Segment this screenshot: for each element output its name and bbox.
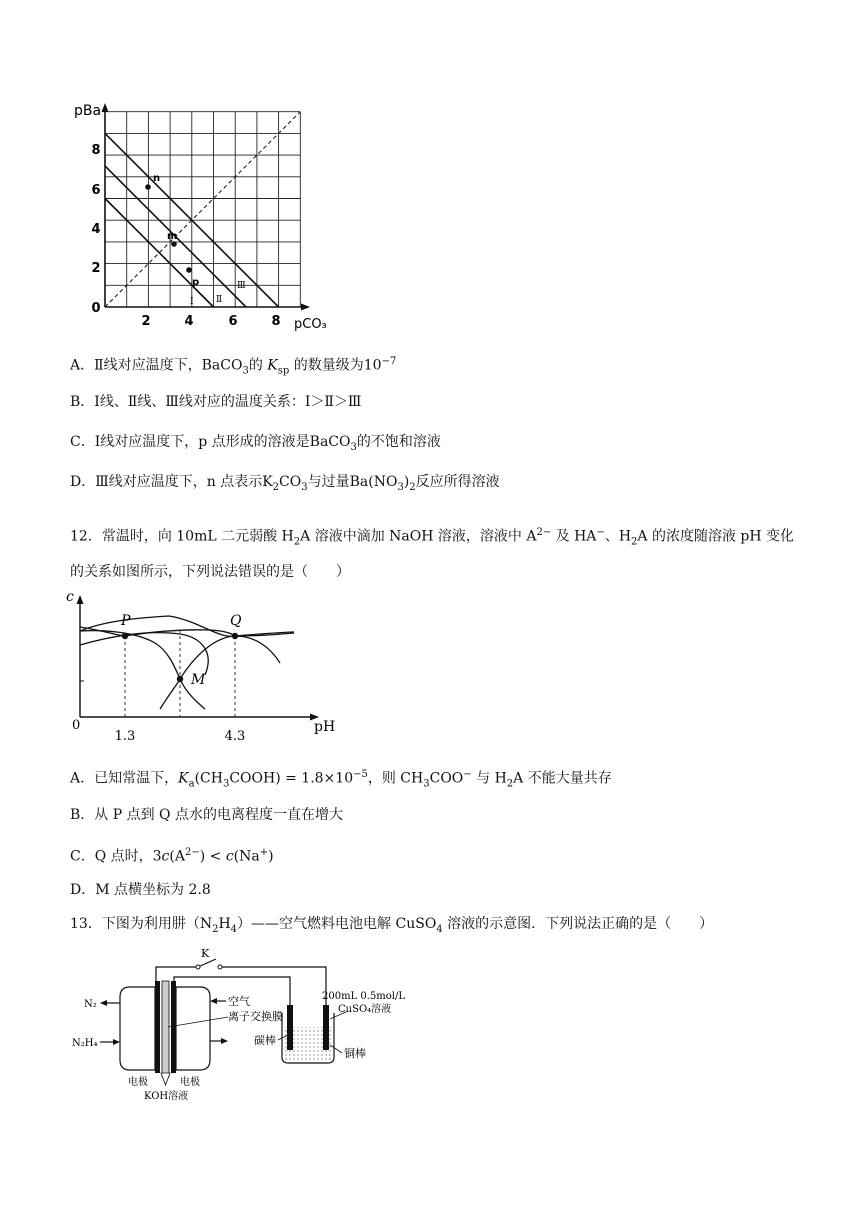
fig1-x-tick-6: 6 (228, 314, 238, 329)
q11-option-b: B．Ⅰ线、Ⅱ线、Ⅲ线对应的温度关系：Ⅰ＞Ⅱ＞Ⅲ (70, 394, 362, 410)
fig1-y-tick-8: 8 (91, 143, 101, 158)
fig3-solution-label-2: CuSO₄溶液 (338, 1004, 392, 1015)
fig1-line-label-2: Ⅱ (216, 295, 223, 305)
fig3-carbon-label: 碳棒 (254, 1034, 276, 1047)
fig1-x-axis-label: pCO₃ (294, 317, 327, 332)
q12-stem: 12．常温时，向 10mL 二元弱酸 $H_2A$ 溶液中滴加 NaOH 溶液，溶液中 $A^{2-}$ 及 HA−、$H_2A$ 的浓度随溶液 pH 变化的关系如图所示，下列说法错误的是（ ） (70, 527, 795, 581)
fig1-y-arrow (102, 103, 109, 112)
fig2-point-q-label: Q (230, 613, 242, 629)
fig1-y-tick-2: 2 (91, 261, 101, 276)
figure-fuel-cell-electrolysis (60, 945, 406, 1102)
fig1-x-tick-2: 2 (141, 314, 151, 329)
fig2-y-arrow (77, 595, 84, 604)
fig3-membrane-label: 离子交换膜 (228, 1010, 283, 1023)
fig3-air-arrow (210, 998, 217, 1004)
fig3-cell-left-chamber (120, 987, 155, 1070)
figure-pba-pco3 (70, 95, 340, 335)
fig3-n2h4-label: N₂H₄ (72, 1038, 98, 1049)
fig3-electrode-right (171, 981, 176, 1073)
fig3-switch-pivot (196, 965, 200, 969)
fig2-x-tick-4-3: 4.3 (224, 729, 246, 744)
fig3-electrode-left (155, 981, 160, 1073)
fig3-switch-blade (198, 959, 216, 967)
fig1-lines (105, 112, 300, 307)
fig1-point-p (186, 267, 192, 273)
fig1-line-label-3: Ⅲ (237, 281, 246, 291)
fig3-switch-label: K (201, 947, 210, 960)
q11-option-c: C．Ⅰ线对应温度下，p 点形成的溶液是BaCO$_3$的不饱和溶液 (70, 434, 441, 453)
fig1-point-p-label: p (192, 277, 200, 288)
q12-option-a: A．已知常温下，$K_a(CH_3COOH) = 1.8\times 10^{-5}$，则 $CH_3COO^-$ 与 $H_2A$ 不能大量共存 (70, 769, 612, 790)
q12-option-d: D．M 点横坐标为 2.8 (70, 882, 211, 898)
fig1-point-n-label: n (153, 173, 161, 184)
fig1-point-m (171, 241, 177, 247)
fig3-koh-nozzle (161, 1073, 170, 1085)
fig1-x-arrow (301, 304, 310, 311)
fig2-point-m (177, 676, 183, 682)
fig1-reference-dashed-line (105, 112, 300, 307)
fig2-curve-asc (160, 636, 280, 709)
fig3-membrane-pointer (168, 1017, 228, 1027)
fig3-copper-rod (323, 1005, 329, 1050)
fig1-point-n (145, 184, 151, 190)
fig3-n2-arrow (100, 1000, 107, 1006)
fig2-origin-label: 0 (72, 718, 81, 733)
fig3-air-label: 空气 (228, 995, 250, 1008)
q12-option-c: C．Q 点时，$3c(A^{2-}) < c(Na^+)$ (70, 847, 274, 865)
fig1-point-m-label: m (167, 231, 178, 242)
fig3-electrode-right-label: 电极 (180, 1077, 200, 1088)
fig3-solution-label-1: 200mL 0.5mol/L (322, 991, 406, 1002)
fig1-y-axis-label: pBa (74, 103, 102, 119)
fig1-y-tick-0: 0 (91, 301, 101, 316)
fig1-y-tick-4: 4 (91, 222, 101, 237)
fig3-switch-contact (218, 965, 222, 969)
fig2-point-m-label: M (191, 672, 206, 688)
fig3-membrane (162, 981, 169, 1077)
fig1-x-tick-4: 4 (184, 314, 194, 329)
fig2-y-axis-label: c (66, 589, 74, 605)
q12-option-b: B．从 P 点到 Q 点水的电离程度一直在增大 (70, 807, 343, 823)
fig1-line-label-1: Ⅰ (190, 297, 194, 307)
fig3-n2h4-arrow (113, 1039, 120, 1045)
fig3-copper-label: 铜棒 (344, 1047, 366, 1060)
q13-stem: 13．下图为利用肼$(N_2H_4)——$空气燃料电池电解 CuSO$_4$ 溶液的示意图．下列说法正确的是（ ） (70, 916, 714, 935)
fig2-x-tick-1-3: 1.3 (114, 729, 136, 744)
figure-concentration-ph (60, 585, 350, 745)
fig2-point-p-label: P (121, 613, 131, 629)
fig1-y-tick-6: 6 (91, 183, 101, 198)
fig3-electrode-left-label: 电极 (128, 1077, 148, 1088)
fig2-point-p (122, 633, 128, 639)
fig1-x-tick-8: 8 (271, 314, 281, 329)
q11-option-a: A．Ⅱ线对应温度下，BaCO$_3$的 $K_{sp}$ 的数量级为$10^{-7}$ (70, 356, 397, 377)
fig3-n2-label: N₂ (84, 999, 97, 1010)
q11-option-d: D．Ⅲ线对应温度下，n 点表示$K_2CO_3$与过量$Ba(NO_3)_2$反应所得溶液 (70, 474, 500, 493)
fig2-curve-h2a (80, 633, 208, 675)
fig2-point-q (232, 633, 238, 639)
fig3-koh-label: KOH溶液 (144, 1091, 189, 1102)
fig3-air-out-arrow (221, 1038, 228, 1044)
fig3-cell-right-chamber (176, 987, 210, 1070)
fig3-carbon-rod (287, 1005, 293, 1050)
fig2-x-axis-label: pH (314, 719, 336, 735)
